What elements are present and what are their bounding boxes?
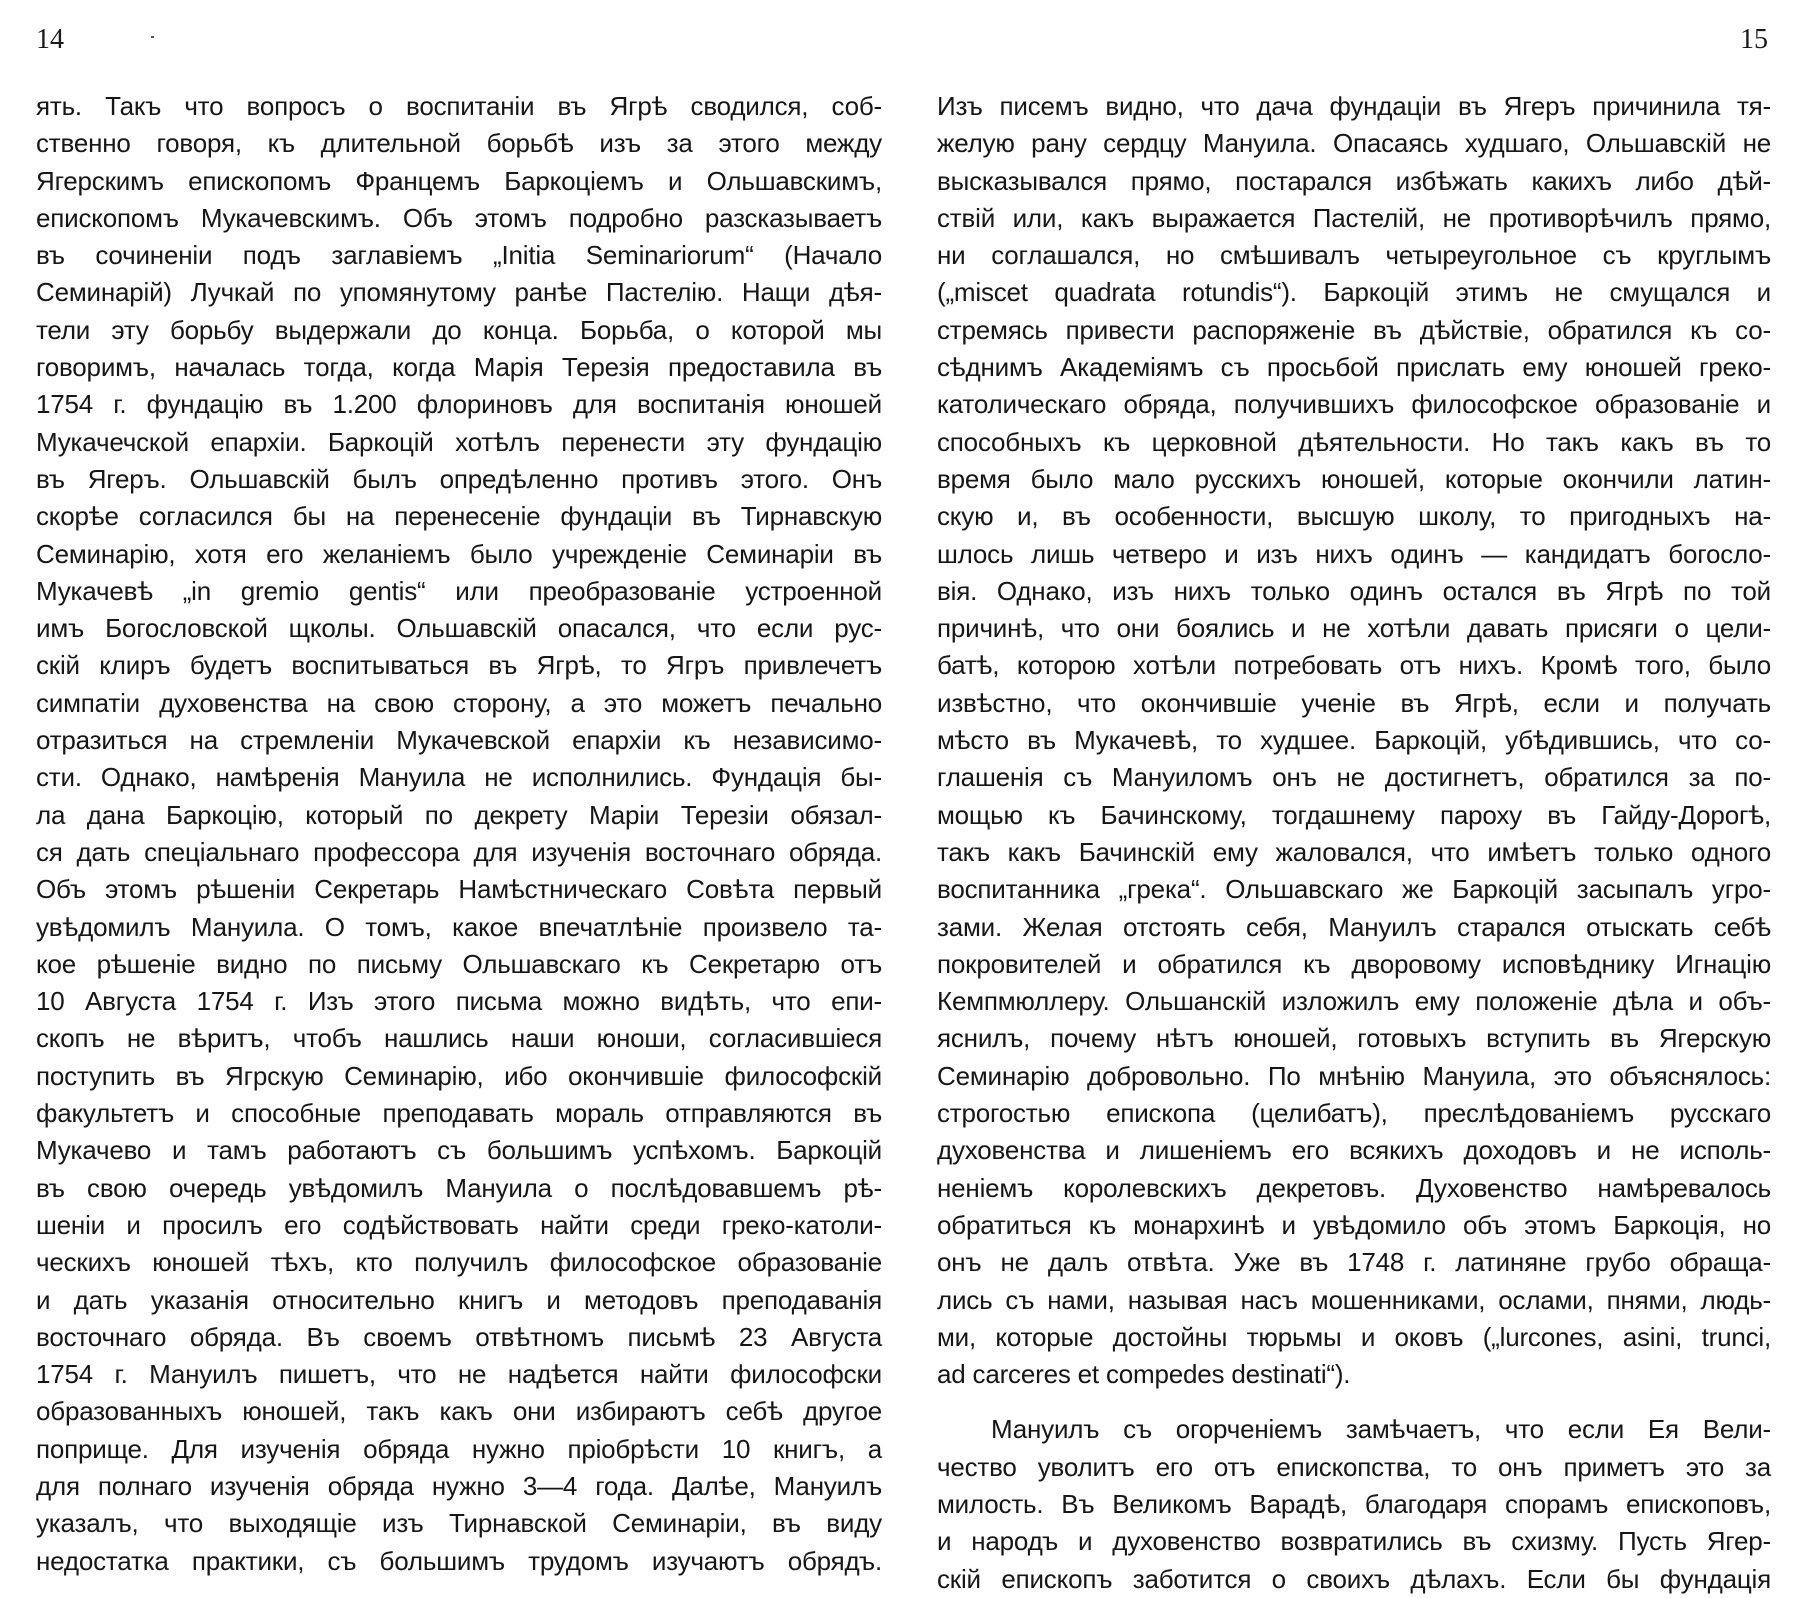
text-line: ни соглашался, но смѣшивалъ четыреугольное съ круглымъ — [937, 240, 1771, 271]
page-number: 15 — [1740, 24, 1768, 55]
left-page — [0, 0, 903, 1576]
text-line: милость. Въ Великомъ Варадѣ, благодаря спорамъ епископовъ, — [937, 1488, 1771, 1519]
paragraph-1 — [937, 88, 1771, 1393]
text-line: Семинарію, хотя его желаніемъ было учрежденіе Семинаріи въ — [36, 538, 882, 569]
text-line: такъ какъ Бачинскій ему жаловался, что имѣетъ только одного — [937, 836, 1771, 867]
text-line: Мануилъ съ огорченіемъ замѣчаетъ, что если Ея Вели- — [991, 1414, 1771, 1445]
text-line: тели эту борьбу выдержали до конца. Борьба, о которой мы — [36, 314, 882, 345]
text-line: шеніи и просилъ его содѣйствовать найти среди греко-католи- — [36, 1209, 882, 1240]
text-line: строгостью епископа (целибатъ), преслѣдованіемъ русскаго — [937, 1098, 1771, 1129]
text-line: яснилъ, почему нѣтъ юношей, готовыхъ вступить въ Ягерскую — [937, 1023, 1771, 1054]
paragraph-2 — [937, 1411, 1771, 1597]
text-line: ad carceres et compedes destinati“). — [937, 1359, 1351, 1390]
print-speck — [151, 36, 154, 38]
text-line: скопъ не вѣритъ, чтобъ нашлись наши юноши, согласившіеся — [36, 1023, 882, 1054]
text-line: ственно говоря, къ длительной борьбѣ изъ за этого между — [36, 128, 882, 159]
text-line: извѣстно, что окончившіе ученіе въ Ягрѣ, если и получать — [937, 687, 1771, 718]
text-line: увѣдомилъ Мануила. О томъ, какое впечатлѣніе произвело та- — [36, 911, 882, 942]
text-line: мощью къ Бачинскому, тогдашнему пароху въ Гайду-Дорогѣ, — [937, 799, 1771, 830]
text-line: Мукачечской епархіи. Баркоцій хотѣлъ перенести эту фундацію — [36, 426, 882, 457]
text-line: недостатка практики, съ большимъ трудомъ изучаютъ обрядъ. — [36, 1545, 882, 1576]
text-line: неніемъ королевскихъ декретовъ. Духовенство намѣревалось — [937, 1172, 1771, 1203]
text-line: сти. Однако, намѣренія Мануила не исполнились. Фундація бы- — [36, 762, 882, 793]
text-line: Мукачево и тамъ работаютъ съ большимъ успѣхомъ. Баркоцій — [36, 1135, 882, 1166]
text-line: глашенія съ Мануиломъ онъ не достигнетъ, обратился за по- — [937, 762, 1771, 793]
text-line: высказывался прямо, постарался избѣжать какихъ либо дѣй- — [937, 165, 1771, 196]
text-line: образованныхъ юношей, такъ какъ они избираютъ себѣ другое — [36, 1396, 882, 1427]
text-line: и дать указанія относительно книгъ и методовъ преподаванія — [36, 1284, 882, 1315]
text-line: духовенства и лишеніемъ его всякихъ доходовъ и не исполь- — [937, 1135, 1771, 1166]
text-line: скую и, въ особенности, высшую школу, то пригодныхъ на- — [937, 501, 1771, 532]
text-line: батѣ, которою хотѣли потребовать отъ нихъ. Кромѣ того, было — [937, 650, 1771, 681]
text-line: сѣднимъ Академіямъ съ просьбой прислать ему юношей греко- — [937, 352, 1771, 383]
text-line: причинѣ, что они боялись и не хотѣли давать присяги о цели- — [937, 613, 1771, 644]
text-line: Кемпмюллеру. Ольшанскій изложилъ ему положеніе дѣла и объ- — [937, 986, 1771, 1017]
text-line: ла дана Баркоцію, который по декрету Маріи Терезіи обязал- — [36, 799, 882, 830]
text-line: симпатіи духовенства на свою сторону, а это можетъ печально — [36, 687, 882, 718]
text-line: Ягерскимъ епископомъ Францемъ Баркоціемъ и Ольшавскимъ, — [36, 165, 882, 196]
text-line: указалъ, что выходящіе изъ Тирнавской Семинаріи, въ виду — [36, 1508, 882, 1539]
text-line: Изъ писемъ видно, что дача фундаціи въ Ягеръ причинила тя- — [937, 91, 1771, 121]
text-line: шлось лишь четверо и изъ нихъ одинъ — кандидатъ богосло- — [937, 538, 1771, 569]
text-line: воспитанника „грека“. Ольшавскаго же Баркоцій засыпалъ угро- — [937, 874, 1771, 905]
text-line: факультетъ и способные преподавать мораль отправляются въ — [36, 1098, 882, 1129]
text-line: въ сочиненіи подъ заглавіемъ „Initia Seminariorum“ (Начало — [36, 240, 882, 271]
text-line: въ Ягеръ. Ольшавскій былъ опредѣленно противъ этого. Онъ — [36, 463, 882, 494]
text-line: стремясь привести распоряженіе въ дѣйствіе, обратился къ со- — [937, 314, 1771, 345]
text-line: лись съ нами, называя насъ мошенниками, ослами, пнями, людь- — [937, 1284, 1771, 1315]
text-line: поступить въ Ягрскую Семинарію, ибо окончившіе философскій — [36, 1060, 882, 1091]
text-line: имъ Богословской щколы. Ольшавскій опасался, что если рус- — [36, 613, 882, 644]
page-number: 14 — [36, 24, 64, 55]
text-line: вія. Однако, изъ нихъ только одинъ остался въ Ягрѣ по той — [937, 575, 1771, 606]
paragraph-gap — [937, 1393, 1771, 1411]
text-line: католическаго обряда, получившихъ философское образованіе и — [937, 389, 1771, 420]
text-line: ми, которые достойны тюрьмы и оковъ („lurcones, asini, trunci, — [937, 1321, 1771, 1352]
text-line: 1754 г. Мануилъ пишетъ, что не надѣется найти философски — [36, 1359, 882, 1390]
text-line: восточнаго обряда. Въ своемъ отвѣтномъ письмѣ 23 Августа — [36, 1321, 882, 1352]
text-line: Мукачевѣ „in gremio gentis“ или преобразованіе устроенной — [36, 575, 882, 606]
text-line: 1754 г. фундацію въ 1.200 флориновъ для воспитанія юношей — [36, 389, 882, 420]
text-line: зами. Желая отстоять себя, Мануилъ старался отыскать себѣ — [937, 911, 1771, 942]
text-line: епископомъ Мукачевскимъ. Объ этомъ подробно разсказываетъ — [36, 202, 882, 233]
text-line: скій клиръ будетъ воспитываться въ Ягрѣ, то Ягръ привлечетъ — [36, 650, 882, 681]
text-line: ческихъ юношей тѣхъ, кто получилъ философское образованіе — [36, 1247, 882, 1278]
text-line: способныхъ къ церковной дѣятельности. Но такъ какъ въ то — [937, 426, 1771, 457]
text-line: для полнаго изученія обряда нужно 3—4 года. Далѣе, Мануилъ — [36, 1470, 882, 1501]
text-line: покровителей и обратился къ дворовому исповѣднику Игнацію — [937, 948, 1771, 979]
text-line: Семинарію добровольно. По мнѣнію Мануила, это объяснялось: — [937, 1060, 1771, 1091]
text-line: скій епископъ заботится о своихъ дѣлахъ. Если бы фундація — [937, 1563, 1771, 1594]
right-page — [903, 0, 1806, 1594]
text-line: отразиться на стремленіи Мукачевской епархіи къ независимо- — [36, 725, 882, 756]
text-line: Семинарій) Лучкай по упомянутому ранѣе Пастелію. Нащи дѣя- — [36, 277, 882, 308]
text-line: кое рѣшеніе видно по письму Ольшавскаго къ Секретарю отъ — [36, 948, 882, 979]
text-line: мѣсто въ Мукачевѣ, то худшее. Баркоцій, убѣдившись, что со- — [937, 725, 1771, 756]
text-line: время было мало русскихъ юношей, которые окончили латин- — [937, 463, 1771, 494]
text-line: поприще. Для изученія обряда нужно пріобрѣсти 10 книгъ, а — [36, 1433, 882, 1464]
text-line: въ свою очередь увѣдомилъ Мануила о послѣдовавшемъ рѣ- — [36, 1172, 882, 1203]
text-line: обратиться къ монархинѣ и увѣдомило объ этомъ Баркоція, но — [937, 1209, 1771, 1240]
text-line: ся дать спеціальнаго профессора для изученія восточнаго обряда. — [36, 836, 882, 867]
text-line: онъ не далъ отвѣта. Уже въ 1748 г. латиняне грубо обраща- — [937, 1247, 1771, 1278]
text-line: („miscet quadrata rotundis“). Баркоцій этимъ не смущался и — [937, 277, 1771, 308]
text-line: ять. Такъ что вопросъ о воспитаніи въ Ягрѣ сводился, соб- — [36, 91, 882, 121]
text-line: говоримъ, началась тогда, когда Марія Терезія предоставила въ — [36, 352, 882, 383]
text-line: ствій или, какъ выражается Пастелій, не противорѣчилъ прямо, — [937, 202, 1771, 233]
text-line: скорѣе согласился бы на перенесеніе фундаціи въ Тирнавскую — [36, 501, 882, 532]
text-line: желую рану сердцу Мануила. Опасаясь худшаго, Ольшавскій не — [937, 128, 1771, 159]
text-line: 10 Августа 1754 г. Изъ этого письма можно видѣть, что епи- — [36, 986, 882, 1017]
text-line: и народъ и духовенство возвратились въ схизму. Пусть Ягер- — [937, 1526, 1771, 1557]
text-column — [937, 88, 1771, 1598]
text-line: Объ этомъ рѣшеніи Секретарь Намѣстническаго Совѣта первый — [36, 874, 882, 905]
text-column — [36, 88, 882, 1580]
text-line: чество уволитъ его отъ епископства, то онъ приметъ это за — [937, 1451, 1771, 1482]
